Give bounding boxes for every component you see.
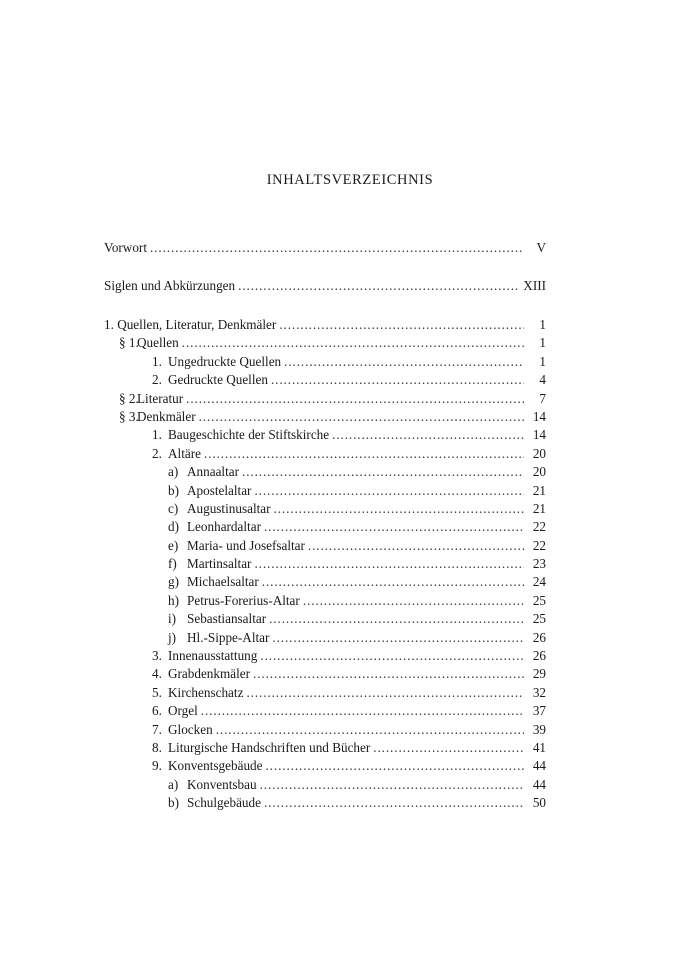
toc-label: Hl.-Sippe-Altar: [187, 629, 270, 645]
toc-label: Baugeschichte der Stiftskirche: [168, 427, 330, 443]
toc-page-number: 14: [532, 408, 546, 424]
toc-number: 1.: [152, 427, 162, 443]
dot-leader: [264, 794, 524, 812]
toc-label: Literatur: [137, 390, 184, 406]
toc-entry-siglen[interactable]: [104, 276, 546, 296]
toc-entry-subsection[interactable]: [104, 665, 546, 683]
dot-leader: [260, 647, 524, 665]
toc-number: 1.: [152, 353, 162, 369]
dot-leader: [254, 555, 524, 573]
toc-page-number: 26: [532, 629, 546, 645]
toc-number: b): [168, 795, 179, 811]
toc-label: Quellen: [137, 335, 179, 351]
dot-leader: [242, 463, 524, 481]
toc-page-number: 20: [532, 464, 546, 480]
toc-entry-item[interactable]: [104, 500, 546, 518]
toc-page-number: 44: [532, 758, 546, 774]
dot-leader: [182, 334, 524, 352]
toc-entry-item[interactable]: [104, 794, 546, 812]
toc-label: Siglen und Abkürzungen: [104, 278, 236, 293]
toc-entry-subsection[interactable]: [104, 647, 546, 665]
toc-number: j): [168, 629, 177, 645]
toc-entry-subsection[interactable]: [104, 445, 546, 463]
toc-number: h): [168, 592, 179, 608]
toc-number: i): [168, 611, 177, 627]
toc-number: 7.: [152, 721, 162, 737]
toc-label: Apostelaltar: [187, 482, 252, 498]
toc-label: Liturgische Handschriften und Bücher: [168, 739, 371, 755]
toc-page-number: 14: [532, 427, 546, 443]
toc-page-number: 24: [532, 574, 546, 590]
toc-entry-chapter-1[interactable]: [104, 316, 546, 334]
toc-number: § 3.: [119, 408, 139, 424]
toc-entry-vorwort[interactable]: [104, 238, 546, 258]
dot-leader: [150, 238, 524, 258]
toc-page-number: 20: [532, 445, 546, 461]
dot-leader: [204, 445, 524, 463]
dot-leader: [269, 610, 524, 628]
toc-number: 3.: [152, 648, 162, 664]
toc-entry-section[interactable]: [104, 408, 546, 426]
toc-number: 2.: [152, 445, 162, 461]
toc-page-number: 25: [532, 592, 546, 608]
toc-label: Denkmäler: [137, 408, 196, 424]
toc-page-number: 22: [532, 537, 546, 553]
dot-leader: [373, 739, 524, 757]
toc-label: Leonhardaltar: [187, 519, 261, 535]
toc-label: Maria- und Josefsaltar: [187, 537, 305, 553]
toc-entry-subsection[interactable]: [104, 371, 546, 389]
dot-leader: [186, 390, 524, 408]
dot-leader: [253, 665, 524, 683]
page-title: INHALTSVERZEICHNIS: [266, 172, 434, 188]
toc-entry-subsection[interactable]: [104, 684, 546, 702]
dot-leader: [274, 500, 524, 518]
toc-label: Annaaltar: [187, 464, 239, 480]
toc-label: Augustinusaltar: [187, 500, 271, 516]
toc-label: Kirchenschatz: [168, 684, 244, 700]
dot-leader: [284, 353, 524, 371]
toc-label: Glocken: [168, 721, 213, 737]
toc-number: 6.: [152, 703, 162, 719]
dot-leader: [201, 702, 524, 720]
toc-number: a): [168, 776, 179, 792]
toc-entry-subsection[interactable]: [104, 353, 546, 371]
toc-label: Innenausstattung: [168, 648, 258, 664]
toc-number: 4.: [152, 666, 162, 682]
toc-number: 5.: [152, 684, 162, 700]
dot-leader: [262, 573, 524, 591]
dot-leader: [199, 408, 524, 426]
toc-entry-subsection[interactable]: [104, 757, 546, 775]
toc-number: g): [168, 574, 179, 590]
toc-number: § 1.: [119, 335, 139, 351]
toc-label: Altäre: [168, 445, 201, 461]
toc-label: 1. Quellen, Literatur, Denkmäler: [104, 317, 277, 332]
toc-label: Michaelsaltar: [187, 574, 259, 590]
toc-page-number: 22: [532, 519, 546, 535]
toc-number: e): [168, 537, 179, 553]
dot-leader: [238, 276, 519, 296]
toc-page-number: 44: [532, 776, 546, 792]
toc-entry-item[interactable]: [104, 482, 546, 500]
dot-leader: [279, 316, 524, 334]
toc-label: Konventsgebäude: [168, 758, 263, 774]
toc-entry-item[interactable]: [104, 629, 546, 647]
toc-page-number: 50: [532, 795, 546, 811]
dot-leader: [271, 371, 524, 389]
toc-label: Schulgebäude: [187, 795, 261, 811]
toc-entry-item[interactable]: [104, 573, 546, 591]
toc-number: d): [168, 519, 179, 535]
toc-entry-section[interactable]: [104, 334, 546, 352]
toc-number: b): [168, 482, 179, 498]
dot-leader: [246, 684, 524, 702]
toc-number: 2.: [152, 372, 162, 388]
toc-number: 9.: [152, 758, 162, 774]
toc-entry-item[interactable]: [104, 610, 546, 628]
toc-page-number: 1: [539, 317, 546, 332]
toc-entry-item[interactable]: [104, 537, 546, 555]
toc-number: § 2.: [119, 390, 139, 406]
toc-page-number: 21: [532, 482, 546, 498]
dot-leader: [254, 482, 524, 500]
toc-page-number: 25: [532, 611, 546, 627]
toc-label: Gedruckte Quellen: [168, 372, 268, 388]
toc-entry-item[interactable]: [104, 555, 546, 573]
toc-entry-item[interactable]: [104, 776, 546, 794]
table-of-contents: [104, 238, 546, 813]
toc-page-number: 7: [539, 390, 546, 406]
toc-entry-item[interactable]: [104, 592, 546, 610]
toc-label: Grabdenkmäler: [168, 666, 251, 682]
dot-leader: [216, 721, 524, 739]
toc-page-number: 1: [539, 353, 546, 369]
toc-entry-subsection[interactable]: [104, 721, 546, 739]
toc-page-number: 1: [539, 335, 546, 351]
toc-label: Orgel: [168, 703, 198, 719]
dot-leader: [272, 629, 524, 647]
toc-page-number: 32: [532, 684, 546, 700]
dot-leader: [265, 757, 524, 775]
toc-number: c): [168, 500, 179, 516]
toc-label: Konventsbau: [187, 776, 257, 792]
toc-page-number: 41: [532, 739, 546, 755]
toc-label: Martinsaltar: [187, 556, 252, 572]
toc-label: Ungedruckte Quellen: [168, 353, 282, 369]
toc-page-number: 29: [532, 666, 546, 682]
toc-number: 8.: [152, 739, 162, 755]
toc-page-number: 37: [532, 703, 546, 719]
toc-page-number: 4: [539, 372, 546, 388]
dot-leader: [303, 592, 524, 610]
dot-leader: [264, 518, 524, 536]
toc-page-number: 26: [532, 648, 546, 664]
toc-page-number: 23: [532, 556, 546, 572]
toc-label: Sebastiansaltar: [187, 611, 267, 627]
dot-leader: [308, 537, 524, 555]
toc-number: f): [168, 556, 177, 572]
toc-page-number: V: [536, 240, 546, 255]
toc-entry-item[interactable]: [104, 463, 546, 481]
toc-label: Vorwort: [104, 240, 147, 255]
toc-page-number: XIII: [523, 278, 546, 293]
toc-number: a): [168, 464, 179, 480]
toc-entry-subsection[interactable]: [104, 702, 546, 720]
toc-entry-section[interactable]: [104, 390, 546, 408]
toc-entry-subsection[interactable]: [104, 739, 546, 757]
dot-leader: [260, 776, 524, 794]
toc-entry-item[interactable]: [104, 518, 546, 536]
toc-entry-subsection[interactable]: [104, 426, 546, 444]
toc-label: Petrus-Forerius-Altar: [187, 592, 300, 608]
toc-page-number: 21: [532, 500, 546, 516]
toc-page-number: 39: [532, 721, 546, 737]
dot-leader: [332, 426, 524, 444]
